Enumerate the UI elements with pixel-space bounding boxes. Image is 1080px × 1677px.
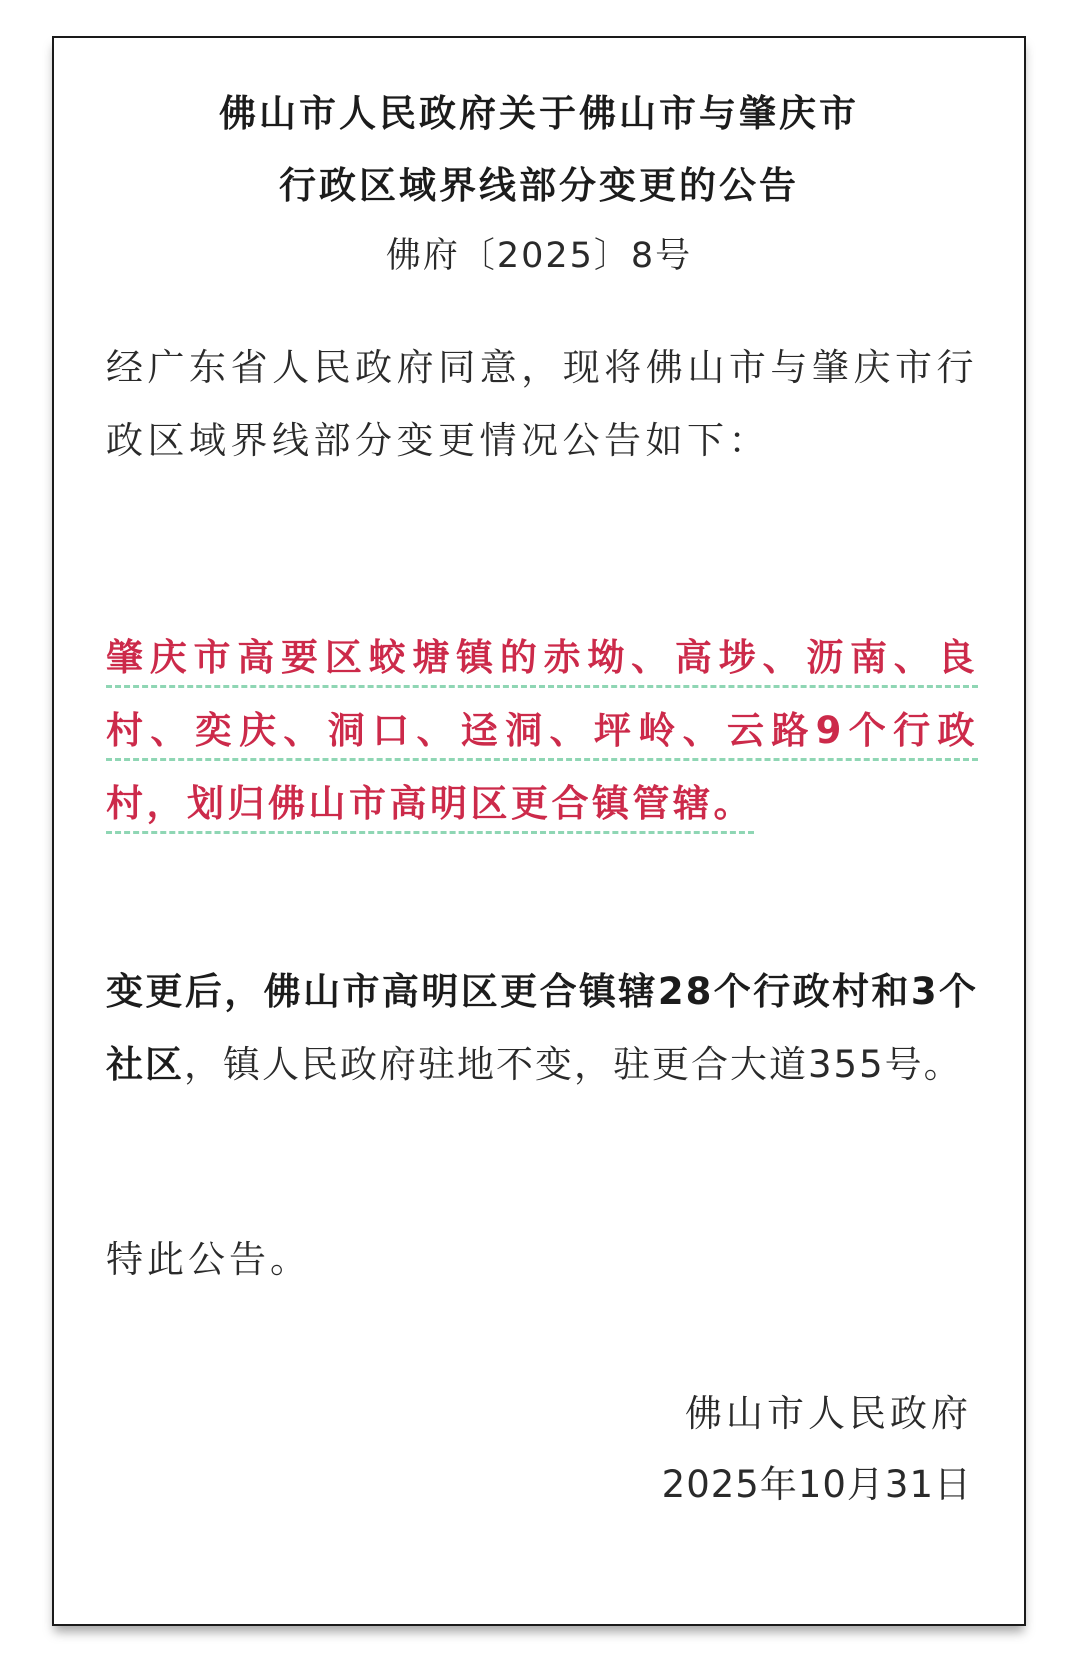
result-paragraph xyxy=(106,955,978,1101)
closing-text: 特此公告。 xyxy=(106,1238,311,1281)
document-number: 佛府〔2025〕8号 xyxy=(385,236,693,276)
signature-date: 2025年10月31日 xyxy=(661,1463,972,1506)
intro-text: 经广东省人民政府同意，现将佛山市与肇庆市行政区域界线部分变更情况公告如下： xyxy=(106,346,978,462)
notice-title-line1: 佛山市人民政府关于佛山市与肇庆市 xyxy=(219,92,859,135)
highlight-text: 肇庆市高要区蛟塘镇的赤坳、高埗、沥南、良村、奕庆、洞口、迳洞、坪岭、云路9个行政村，划归佛山市高明区更合镇管辖。 xyxy=(106,636,978,834)
result-regular-text: ，镇人民政府驻地不变，驻更合大道355号。 xyxy=(184,1043,963,1086)
notice-title-line2: 行政区域界线部分变更的公告 xyxy=(279,164,799,207)
result-bold-text: 变更后，佛山市高明区更合镇辖28个行政村和3个社区 xyxy=(106,970,978,1086)
highlight-paragraph xyxy=(106,621,978,840)
signature-organization: 佛山市人民政府 xyxy=(685,1392,972,1435)
intro-paragraph xyxy=(106,331,978,477)
closing-paragraph xyxy=(106,1223,978,1296)
notice-frame xyxy=(52,36,1026,1626)
